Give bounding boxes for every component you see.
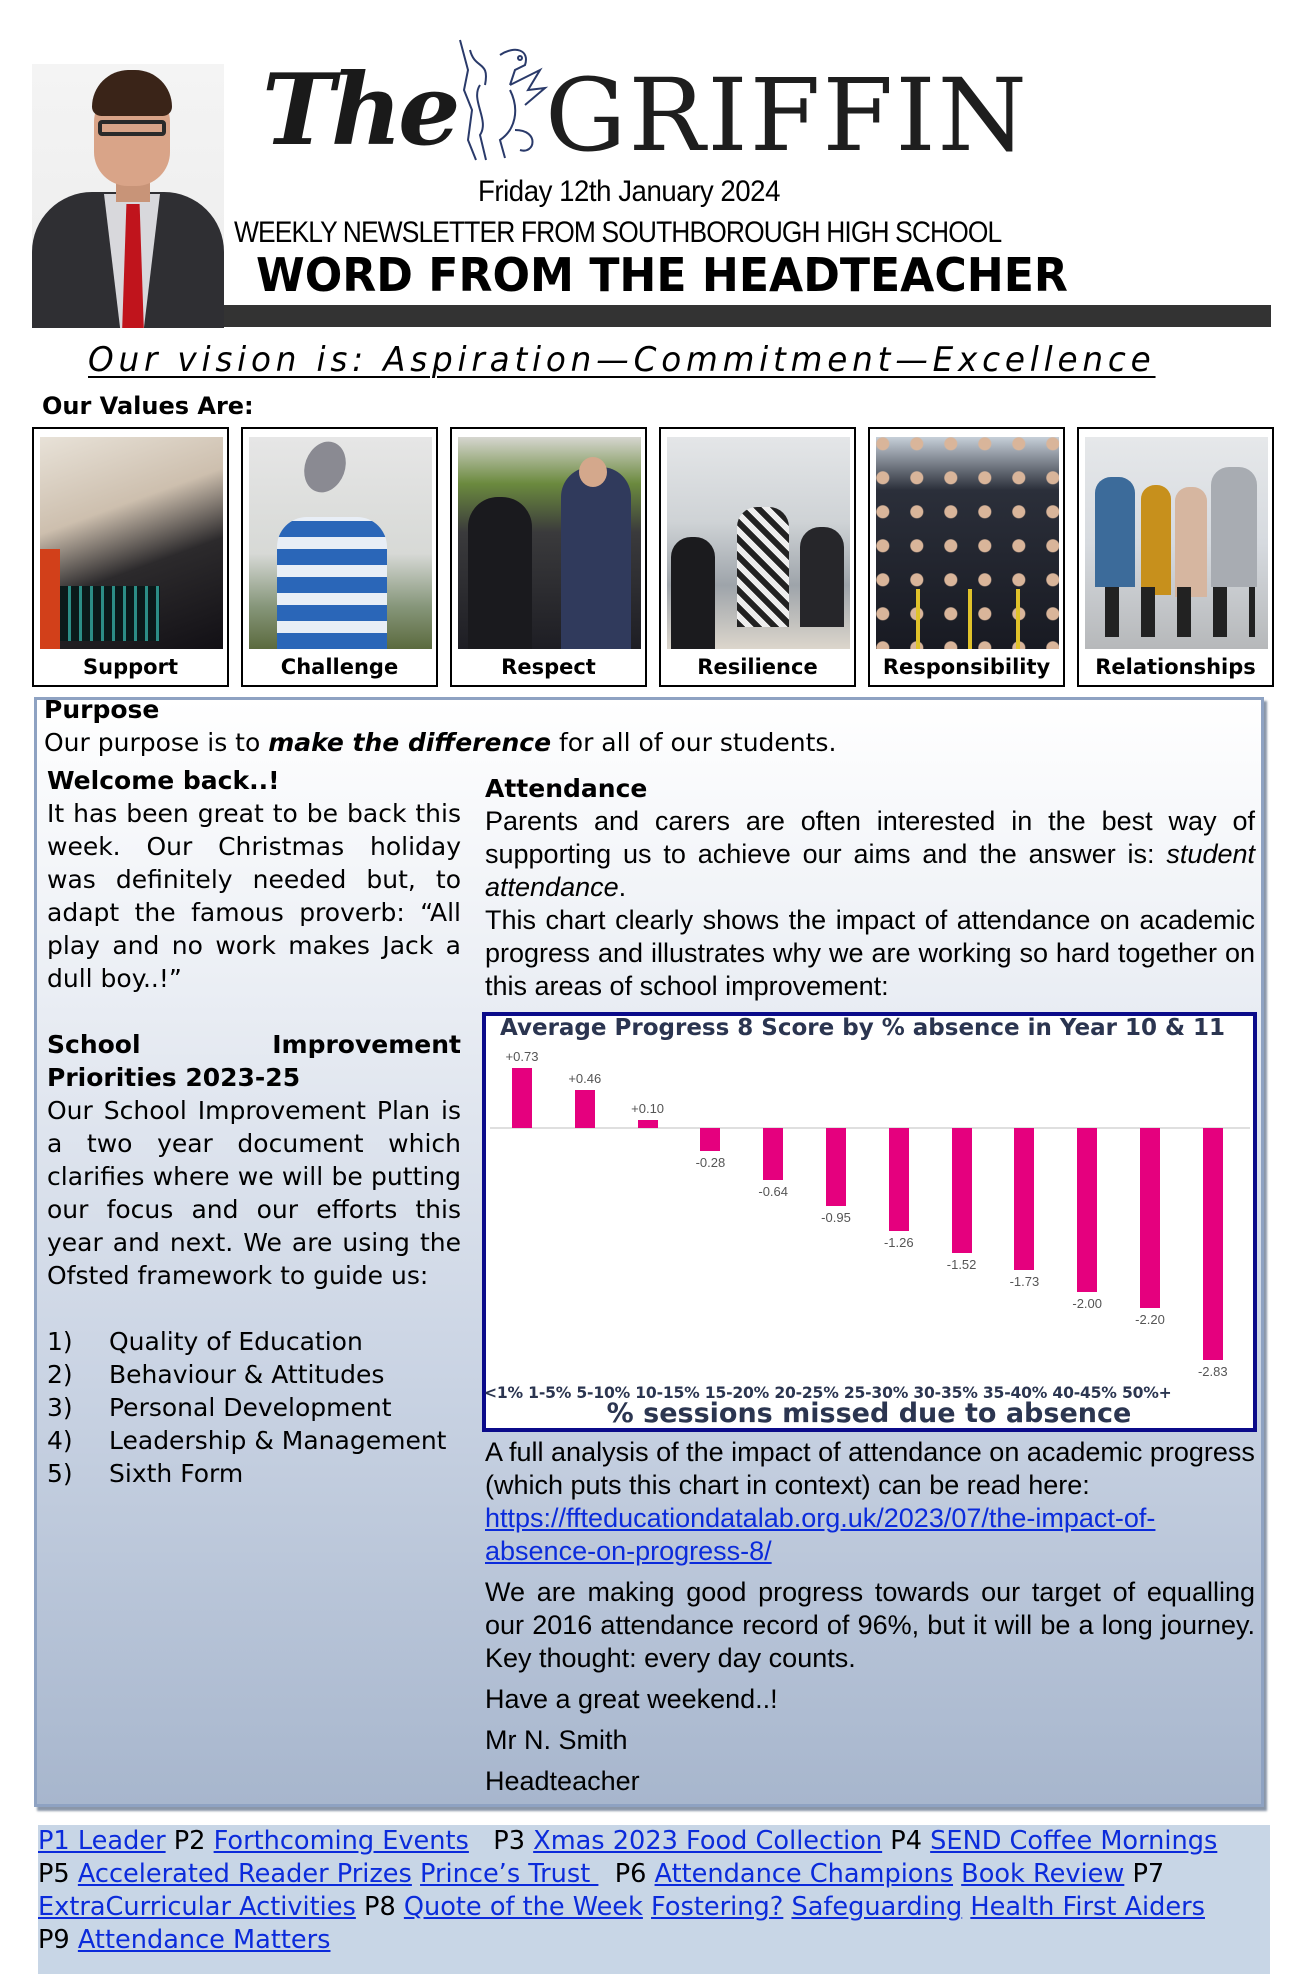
chart-bar xyxy=(1140,1128,1160,1308)
griffin-logo-icon xyxy=(420,30,560,170)
chart-value-label: -1.26 xyxy=(883,1235,914,1251)
value-label: Support xyxy=(83,655,178,679)
purpose-heading: Purpose xyxy=(44,695,160,724)
chart-bar xyxy=(700,1128,720,1151)
page-number-label: P4 xyxy=(882,1826,931,1856)
sip-heading: School Improvement Priorities 2023-25 xyxy=(47,1030,461,1092)
newsletter-subtitle: WEEKLY NEWSLETTER FROM SOUTHBOROUGH HIGH SCHOOL xyxy=(234,216,1002,249)
analysis-link[interactable]: https://ffteducationdatalab.org.uk/2023/07/the-impact-of-absence-on-progress-8/ xyxy=(485,1503,1156,1566)
vision-statement: Our vision is: Aspiration—Commitment—Excellence xyxy=(88,340,1156,380)
value-card-relationships xyxy=(1077,427,1274,687)
chart-bar xyxy=(826,1128,846,1206)
chart-bar xyxy=(763,1128,783,1180)
chart-bar xyxy=(1203,1128,1223,1360)
chart-value-label: -2.20 xyxy=(1135,1312,1165,1328)
chart-bar xyxy=(1077,1128,1097,1292)
chart-value-label: -0.95 xyxy=(821,1209,851,1225)
chart-bar xyxy=(512,1068,532,1128)
chart-value-label: -2.83 xyxy=(1197,1364,1228,1380)
priority-item: 3) Personal Development xyxy=(47,1393,392,1422)
chart-bar xyxy=(889,1128,909,1231)
value-card-resilience xyxy=(659,427,856,687)
right-column xyxy=(485,772,1255,1003)
signature-name: Mr N. Smith xyxy=(485,1725,628,1755)
page-index-line xyxy=(38,1858,1278,1891)
page-index-link[interactable]: Health First Aiders xyxy=(970,1892,1205,1922)
attendance-heading: Attendance xyxy=(485,774,648,803)
relationships-photo xyxy=(1085,437,1268,649)
page-index-link[interactable]: Quote of the Week xyxy=(403,1892,643,1922)
page-index-link[interactable]: P1 Leader xyxy=(38,1826,166,1856)
page-index-link[interactable]: SEND Coffee Mornings xyxy=(930,1826,1218,1856)
chart-title: Average Progress 8 Score by % absence in Year 10 & 11 xyxy=(500,1015,1226,1041)
chart-bar xyxy=(1014,1128,1034,1270)
values-heading: Our Values Are: xyxy=(42,392,254,420)
value-label: Responsibility xyxy=(882,655,1051,679)
page-index-link[interactable]: ExtraCurricular Activities xyxy=(38,1892,356,1922)
page-index-line xyxy=(38,1891,1278,1924)
page-number-label: P7 xyxy=(1124,1859,1165,1889)
chart-value-label: -0.64 xyxy=(758,1184,788,1200)
page-number-label xyxy=(412,1859,420,1889)
page-index-line xyxy=(38,1924,1278,1957)
masthead-title: GRIFFIN xyxy=(545,57,1029,174)
issue-date: Friday 12th January 2024 xyxy=(478,175,780,208)
chart-value-label: -2.00 xyxy=(1072,1296,1102,1311)
chart-value-label: +0.73 xyxy=(505,1049,539,1065)
chart-bar xyxy=(638,1120,658,1128)
section-title: WORD FROM THE HEADTEACHER xyxy=(256,248,1068,302)
chart-intro-text: This chart clearly shows the impact of attendance on academic progress and illustrates why we are working so hard together on this areas of school improvement: xyxy=(485,905,1255,1001)
title-bar-divider xyxy=(224,305,1271,327)
resilience-photo xyxy=(667,437,850,649)
chart-value-label: -1.73 xyxy=(1009,1273,1040,1289)
chart-x-axis-label: % sessions missed due to absence xyxy=(606,1398,1132,1429)
support-photo xyxy=(40,437,223,649)
value-card-respect xyxy=(450,427,647,687)
page-index-link[interactable]: Safeguarding xyxy=(791,1892,963,1922)
page-index-link[interactable]: Attendance Champions xyxy=(654,1859,954,1889)
purpose-emphasis: make the difference xyxy=(268,728,552,757)
page-index-link[interactable]: Prince’s Trust xyxy=(420,1859,599,1889)
signature-role: Headteacher xyxy=(485,1766,640,1796)
chart-value-label: -1.52 xyxy=(946,1256,977,1272)
sip-text: Our School Improvement Plan is a two year document which clarifies where we will be putting our focus and our efforts this year and next. We are using the Ofsted framework to guide us: xyxy=(47,1096,461,1290)
page-index-link[interactable]: Book Review xyxy=(961,1859,1125,1889)
chart-bar xyxy=(575,1090,595,1128)
page-number-label: P6 xyxy=(598,1859,655,1889)
welcome-text: It has been great to be back this week. Our Christmas holiday was definitely needed but, to adapt the famous proverb: “All play and no work makes Jack a dull boy..!” xyxy=(47,799,461,993)
chart-zero-line xyxy=(490,1127,1250,1129)
masthead-the: The xyxy=(262,53,457,168)
page-number-label: P5 xyxy=(38,1859,78,1889)
priority-item: 4) Leadership & Management xyxy=(47,1426,447,1455)
responsibility-photo xyxy=(876,437,1059,649)
analysis-paragraph: A full analysis of the impact of attendance on academic progress (which puts this chart in context) can be read here: https://ffteducationdatalab.org.uk/2023/07/the-impact-of-absence-on-progress-8/ xyxy=(485,1437,1255,1566)
chart-value-label: +0.46 xyxy=(568,1071,602,1087)
welcome-heading: Welcome back..! xyxy=(47,766,280,795)
closing-paragraph xyxy=(485,1576,1255,1798)
priority-item: 2) Behaviour & Attitudes xyxy=(47,1360,385,1389)
page-number-label: P8 xyxy=(355,1892,404,1922)
page-number-label: P9 xyxy=(38,1925,78,1955)
value-label: Challenge xyxy=(280,655,399,679)
value-label: Respect xyxy=(501,655,596,679)
page-index-links xyxy=(38,1825,1278,1957)
page-index-line xyxy=(38,1825,1278,1858)
chart-x-tick-labels: <1% 1-5% 5-10% 10-15% 15-20% 20-25% 25-30% 30-35% 35-40% 40-45% 50%+ xyxy=(484,1384,1172,1402)
page-index-link[interactable]: Xmas 2023 Food Collection xyxy=(533,1826,883,1856)
signoff-text: Have a great weekend..! xyxy=(485,1684,778,1714)
page-number-label: P3 xyxy=(468,1826,534,1856)
purpose-statement: Our purpose is to make the difference for all of our students. xyxy=(44,728,837,757)
value-label: Relationships xyxy=(1095,655,1256,679)
value-card-challenge xyxy=(241,427,438,687)
challenge-photo xyxy=(249,437,432,649)
value-card-support xyxy=(32,427,229,687)
page-number-label xyxy=(953,1859,961,1889)
page-index-link[interactable]: Forthcoming Events xyxy=(213,1826,469,1856)
page-number-label xyxy=(643,1892,651,1922)
page-index-link[interactable]: Accelerated Reader Prizes xyxy=(77,1859,412,1889)
page-index-link[interactable]: Attendance Matters xyxy=(77,1925,331,1955)
left-column xyxy=(47,764,461,1490)
value-label: Resilience xyxy=(697,655,818,679)
chart-bar xyxy=(952,1128,972,1253)
attendance-text: Parents and carers are often interested in the best way of supporting us to achieve our aims and the answer is: student attendance. xyxy=(485,806,1255,902)
page-number-label: P2 xyxy=(165,1826,214,1856)
priorities-list xyxy=(47,1325,461,1490)
respect-photo xyxy=(458,437,641,649)
page-index-link[interactable]: Fostering? xyxy=(651,1892,784,1922)
priority-item: 5) Sixth Form xyxy=(47,1459,244,1488)
value-card-responsibility xyxy=(868,427,1065,687)
progress-text: We are making good progress towards our target of equalling our 2016 attendance record of 96%, but it will be a long journey. Key thought: every day counts. xyxy=(485,1577,1255,1673)
chart-value-label: -0.28 xyxy=(695,1154,726,1170)
priority-item: 1) Quality of Education xyxy=(47,1327,363,1356)
chart-value-label: +0.10 xyxy=(631,1100,665,1116)
